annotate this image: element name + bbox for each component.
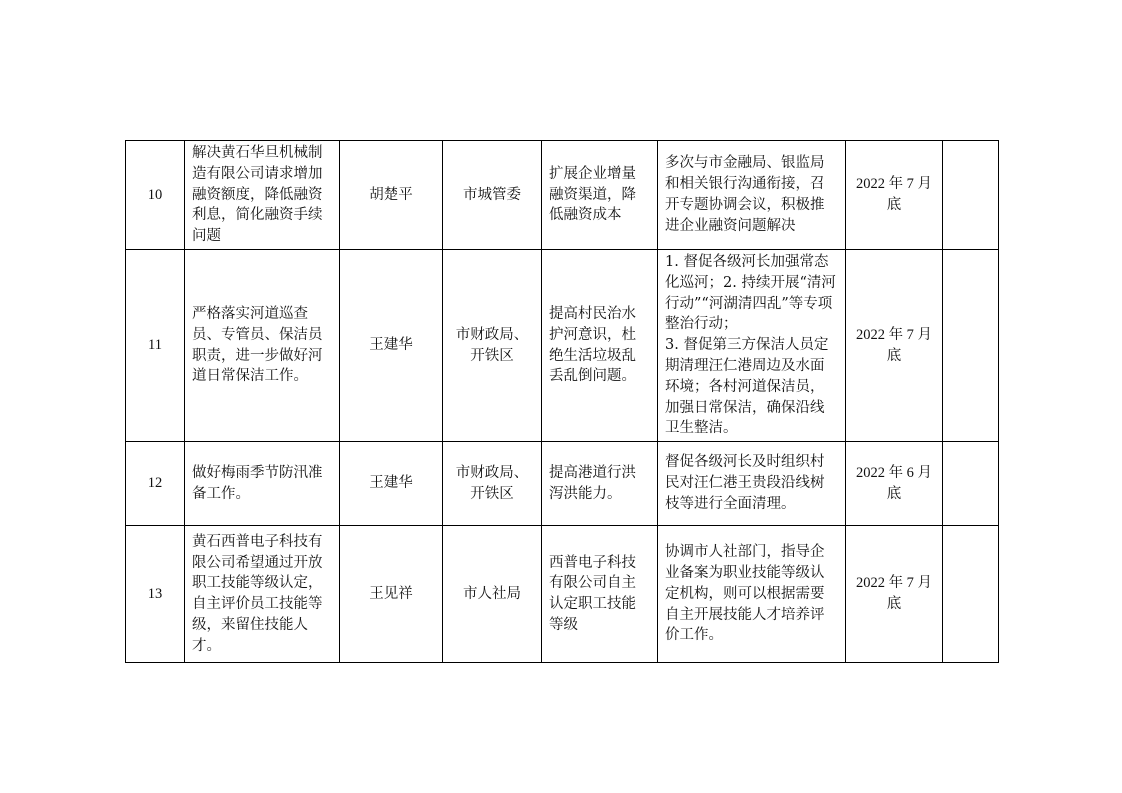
row-number: 13 <box>126 526 185 663</box>
row-number: 10 <box>126 141 185 250</box>
unit-cell: 市财政局、开铁区 <box>443 249 542 441</box>
measures-text: 多次与市金融局、银监局和相关银行沟通衔接，召开专题协调会议，积极推进企业融资问题解决 <box>665 155 825 234</box>
note-cell <box>943 526 999 663</box>
note-cell <box>943 442 999 526</box>
measures-cell <box>658 442 846 526</box>
row-number: 12 <box>126 442 185 526</box>
issue-cell: 做好梅雨季节防汛准备工作。 <box>185 442 340 526</box>
table-row <box>126 442 999 526</box>
goal-cell: 提高港道行洪泻洪能力。 <box>542 442 658 526</box>
note-cell <box>943 141 999 250</box>
table-row <box>126 141 999 250</box>
deadline-cell: 2022 年 6 月底 <box>846 442 943 526</box>
measures-text: 督促各级河长及时组织村民对汪仁港王贵段沿线树枝等进行全面清理。 <box>665 454 825 513</box>
leader-cell: 王建华 <box>340 249 443 441</box>
measures-cell <box>658 526 846 663</box>
note-cell <box>943 249 999 441</box>
measures-text: 1. 督促各级河长加强常态化巡河；2. 持续开展“清河行动”“河湖清四乱”等专项整治行动； <box>665 253 836 333</box>
unit-cell: 市城管委 <box>443 141 542 250</box>
table-row <box>126 526 999 663</box>
leader-cell: 胡楚平 <box>340 141 443 250</box>
measures-cell <box>658 249 846 441</box>
issue-cell: 严格落实河道巡查员、专管员、保洁员职责，进一步做好河道日常保洁工作。 <box>185 249 340 441</box>
table-row <box>126 249 999 441</box>
goal-cell: 扩展企业增量融资渠道，降低融资成本 <box>542 141 658 250</box>
measures-text: 协调市人社部门，指导企业备案为职业技能等级认定机构，则可以根据需要自主开展技能人才培养评价工作。 <box>665 544 825 644</box>
goal-cell: 提高村民治水护河意识，杜绝生活垃圾乱丢乱倒问题。 <box>542 249 658 441</box>
task-table <box>125 140 999 663</box>
unit-cell: 市人社局 <box>443 526 542 663</box>
row-number: 11 <box>126 249 185 441</box>
goal-cell: 西普电子科技有限公司自主认定职工技能等级 <box>542 526 658 663</box>
deadline-cell: 2022 年 7 月底 <box>846 141 943 250</box>
deadline-cell: 2022 年 7 月底 <box>846 249 943 441</box>
leader-cell: 王见祥 <box>340 526 443 663</box>
leader-cell: 王建华 <box>340 442 443 526</box>
unit-cell: 市财政局、开铁区 <box>443 442 542 526</box>
measures-text: 3. 督促第三方保洁人员定期清理汪仁港周边及水面环境；各村河道保洁员，加强日常保洁，确保沿线卫生整洁。 <box>665 337 829 437</box>
measures-cell <box>658 141 846 250</box>
issue-cell: 黄石西普电子科技有限公司希望通过开放职工技能等级认定，自主评价员工技能等级，来留住技能人才。 <box>185 526 340 663</box>
issue-cell: 解决黄石华旦机械制造有限公司请求增加融资额度，降低融资利息，简化融资手续问题 <box>185 141 340 250</box>
deadline-cell: 2022 年 7 月底 <box>846 526 943 663</box>
